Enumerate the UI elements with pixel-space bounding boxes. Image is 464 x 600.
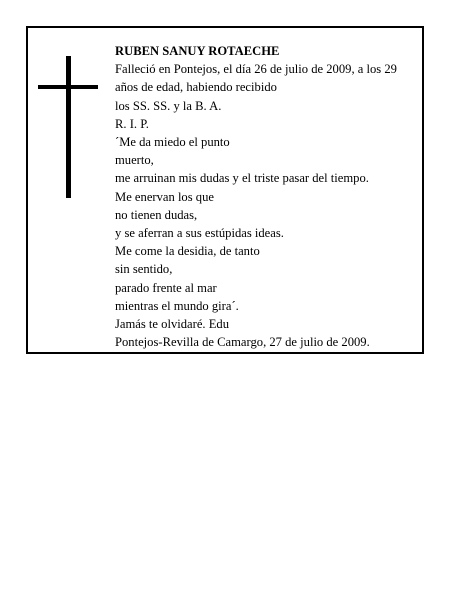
poem-line: muerto,	[115, 153, 154, 168]
obituary-line: los SS. SS. y la B. A.	[115, 98, 222, 113]
obituary-line: Falleció en Pontejos, el día 26 de julio de 2009, a los 29	[115, 62, 397, 77]
poem-line: mientras el mundo gira´.	[115, 298, 239, 313]
poem-line: me arruinan mis dudas y el triste pasar del tiempo.	[115, 171, 369, 186]
deceased-name: RUBEN SANUY ROTAECHE	[115, 44, 280, 58]
poem-line: y se aferran a sus estúpidas ideas.	[115, 226, 284, 241]
cross-horizontal-bar	[38, 85, 98, 89]
poem-line: parado frente al mar	[115, 280, 217, 295]
signature-line: Jamás te olvidaré. Edu	[115, 317, 230, 332]
cross-vertical-bar	[66, 56, 71, 198]
poem-line: Me enervan los que	[115, 189, 214, 204]
poem-line: Me come la desidia, de tanto	[115, 244, 260, 259]
poem-line: no tienen dudas,	[115, 207, 198, 222]
poem-line: ´Me da miedo el punto	[115, 135, 230, 150]
cross-icon	[38, 56, 98, 198]
obituary-line: años de edad, habiendo recibido	[115, 80, 277, 95]
poem-line: sin sentido,	[115, 262, 173, 277]
obituary-text	[115, 42, 415, 351]
place-date-line: Pontejos-Revilla de Camargo, 27 de julio de 2009.	[115, 335, 370, 350]
obituary-notice	[26, 26, 424, 354]
obituary-line: R. I. P.	[115, 116, 149, 131]
